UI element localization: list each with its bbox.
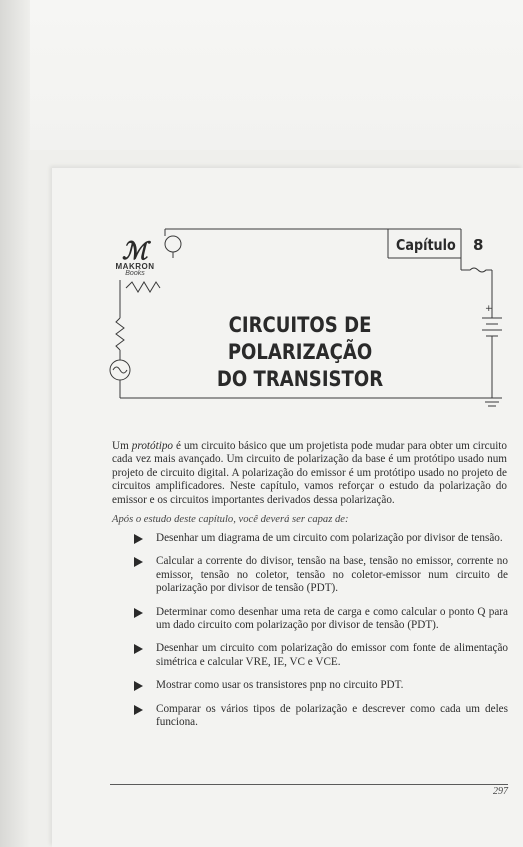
logo-sub: Books [125, 270, 145, 277]
objective-text: Mostrar como usar os transistores pnp no circuito PDT. [156, 679, 404, 692]
logo-mark-glyph: ℳ [122, 239, 148, 265]
intro-emphasis: protótipo [131, 440, 174, 452]
triangle-bullet-icon [134, 644, 143, 654]
intro-paragraph [112, 440, 507, 507]
publisher-logo [108, 262, 162, 277]
objectives-lead: Após o estudo deste capítulo, você deverá ser capaz de: [112, 514, 349, 525]
svg-text:+: + [485, 304, 493, 314]
intro-text-before: Um [112, 440, 132, 452]
triangle-bullet-icon [134, 681, 143, 691]
chapter-title-line-1: CIRCUITOS DE POLARIZAÇÃO [227, 313, 373, 364]
triangle-bullet-icon [134, 557, 143, 567]
objective-item [134, 555, 508, 595]
objective-text: Calcular a corrente do divisor, tensão na base, tensão no emissor, corrente no emissor, tensão no coletor, tensão no coletor-emissor num circuito de polarização por divisor de tensão (PDT). [156, 555, 508, 595]
triangle-bullet-icon [134, 534, 143, 544]
triangle-bullet-icon [134, 705, 143, 715]
triangle-bullet-icon [134, 608, 143, 618]
logo-brand: MAKRON [115, 262, 155, 271]
chapter-title-line-2: DO TRANSISTOR [216, 367, 384, 391]
objective-text: Desenhar um diagrama de um circuito com polarização por divisor de tensão. [156, 532, 503, 544]
objective-text: Determinar como desenhar uma reta de carga e como calcular o ponto Q para um dado circuito com polarização por divisor de tensão (PDT). [156, 605, 508, 632]
intro-text-after: é um circuito básico que um projetista pode mudar para obter um circuito cada vez mais avançado. Um circuito de polarização da base é um protótipo usado num projeto de circuito digital. A polarização do emissor é um protótipo usado no projeto de circuitos amplificadores. Neste capítulo, vamos reforçar o estudo da polarização do emissor e os circuitos importantes derivados dessa polarização. [112, 440, 508, 506]
objective-item [134, 679, 508, 692]
objectives-list [134, 532, 508, 739]
chapter-title [171, 312, 429, 393]
footer-rule [110, 784, 508, 785]
chapter-label: Capítulo [396, 236, 456, 254]
objective-text: Comparar os vários tipos de polarização e descrever como cada um deles funciona. [156, 702, 508, 729]
objective-item [134, 703, 508, 730]
objective-item [134, 532, 508, 545]
page-number: 297 [493, 786, 508, 797]
objective-item [134, 642, 508, 669]
objective-text: Desenhar um circuito com polarização do emissor com fonte de alimentação simétrica e calcular VRE, IE, VC e VCE. [156, 642, 508, 668]
objective-item [134, 606, 508, 633]
chapter-number: 8 [473, 236, 484, 254]
